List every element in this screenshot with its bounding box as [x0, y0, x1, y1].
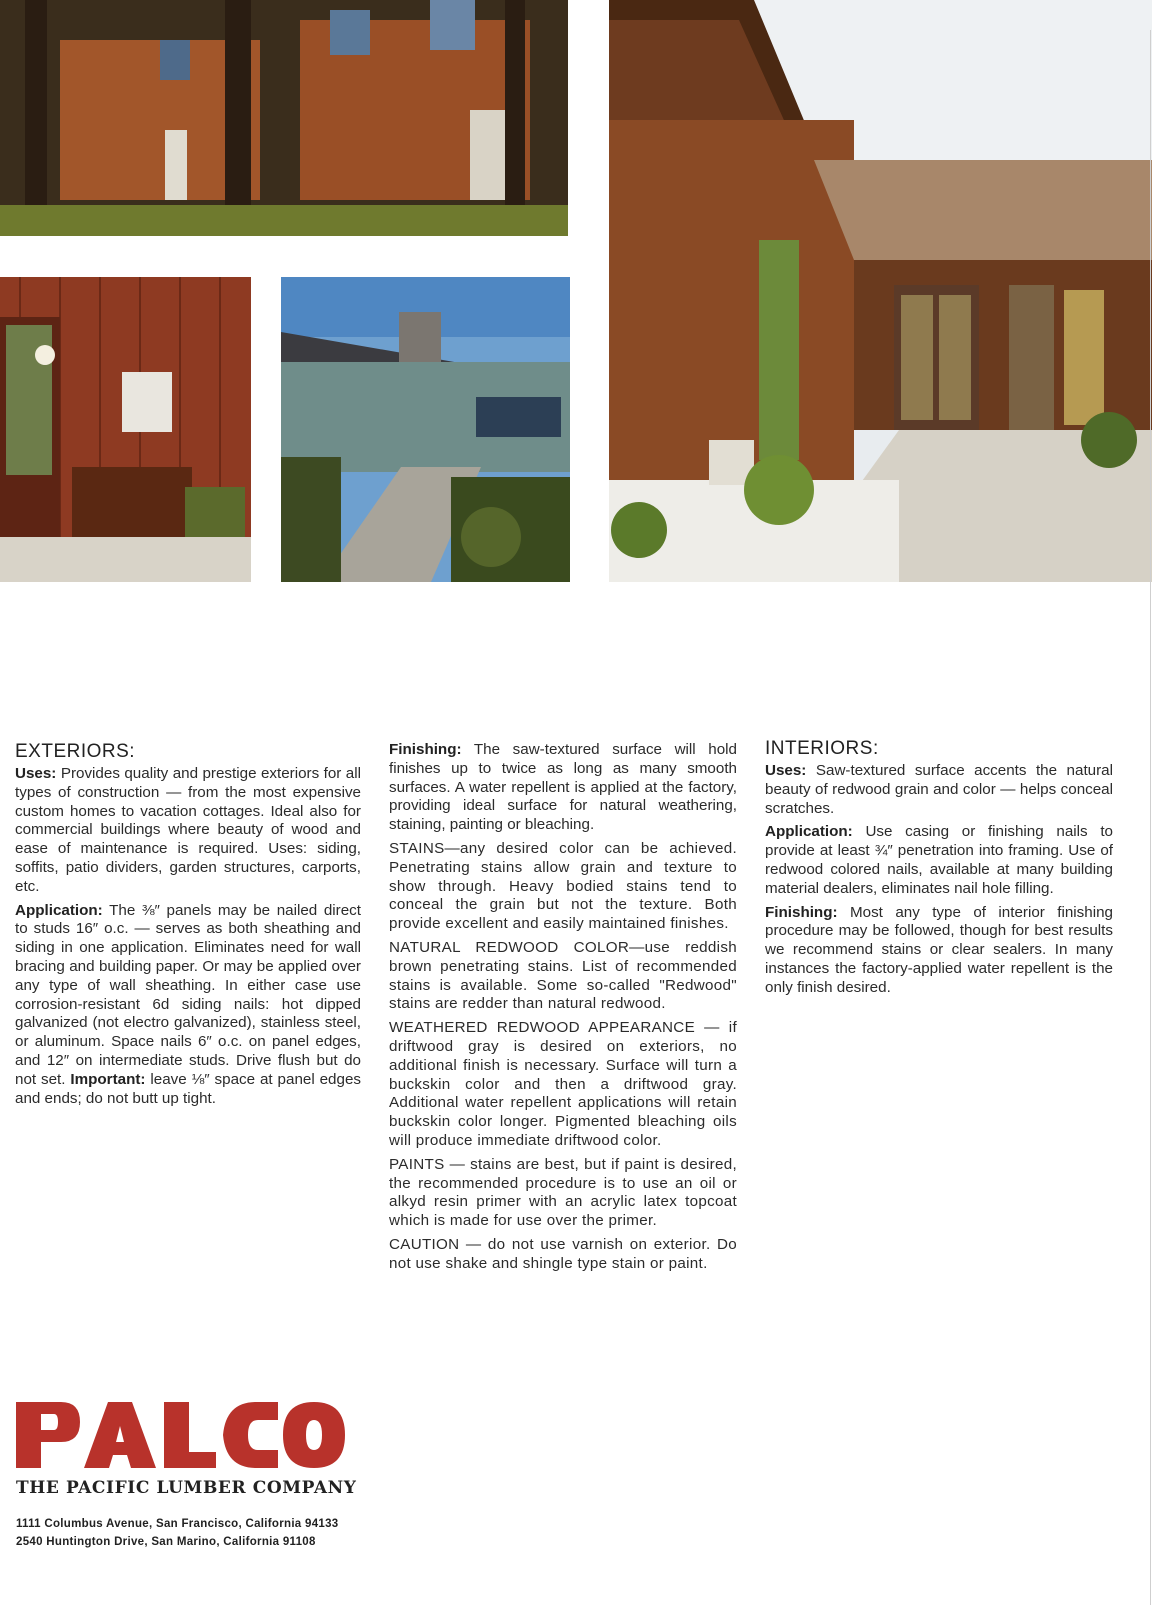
finishing-label: Finishing: — [389, 741, 462, 758]
exteriors-uses-label: Uses: — [15, 765, 57, 782]
photo-interior-redwood-wall — [0, 277, 251, 582]
interiors-section — [765, 738, 1113, 1003]
exteriors-heading: EXTERIORS: — [15, 741, 136, 762]
exteriors-important-text: leave ⅛″ space at panel edges and ends; do not butt up tight. — [15, 1070, 361, 1107]
finishing-intro — [389, 741, 737, 835]
interiors-uses-text: Saw-textured surface accents the natural beauty of redwood grain and color — helps conceal scratches. — [765, 762, 1113, 817]
exteriors-uses-text: Provides quality and prestige exteriors for all types of construction — from the most expensive custom homes to vacation cottages. Ideal also for commercial buildings where beauty of wood and ease of maintenance is required. Uses: siding, soffits, patio dividers, garden structures, carports, etc. — [15, 765, 361, 895]
company-name: THE PACIFIC LUMBER COMPANY — [16, 1478, 357, 1498]
interiors-uses-label: Uses: — [765, 762, 807, 779]
photo-icon — [0, 0, 568, 236]
interiors-finishing — [765, 904, 1113, 998]
finishing-natural-redwood: NATURAL REDWOOD COLOR—use reddish brown penetrating stains. List of recommended stains is available. Some so-called "Redwood" stains are redder than natural redwood. — [389, 938, 737, 1013]
exteriors-section — [15, 741, 361, 1113]
interiors-heading: INTERIORS: — [765, 738, 879, 759]
photo-hillside-house — [281, 277, 570, 582]
palco-logo-mark — [16, 1400, 346, 1470]
interiors-finishing-text: Most any type of interior finishing procedure may be followed, though for best results we recommend stains or clear sealers. In many instances the factory-applied water repellent is the only finish desired. — [765, 903, 1113, 996]
finishing-text: The saw-textured surface will hold finishes up to twice as long as many smooth surfaces. A water repellent is applied at the factory, providing ideal surface for natural weathering, staining, painting or bleaching. — [389, 741, 737, 834]
finishing-paints: PAINTS — stains are best, but if paint is desired, the recommended procedure is to use an oil or alkyd resin primer with an acrylic latex topcoat which is made for use over the primer. — [389, 1155, 737, 1230]
exteriors-application-label: Application: — [15, 901, 103, 919]
page-edge-rule — [1150, 30, 1151, 1605]
finishing-weathered-redwood: WEATHERED REDWOOD APPEARANCE — if driftwood gray is desired on exteriors, no additional finish is necessary. Surface will turn a buckskin color and then a driftwood gray. Additional water repellent applications will retain buckskin color longer. Pigmented bleaching oils will produce immediate driftwood color. — [389, 1019, 737, 1149]
finishing-stains: STAINS—any desired color can be achieved. Penetrating stains allow grain and texture to show through. Heavy bodied stains tend to conceal the grain but not the texture. Both provide excellent and easily maintained finishes. — [389, 839, 737, 933]
palco-logo — [16, 1400, 346, 1470]
finishing-section — [389, 741, 737, 1279]
interiors-application-text: Use casing or finishing nails to provide at least ¾″ penetration into framing. Use of redwood colored nails, available at many building material dealers, eliminates nail hole filling. — [765, 823, 1113, 897]
address-line-2: 2540 Huntington Drive, San Marino, California 91108 — [16, 1536, 316, 1548]
interiors-finishing-label: Finishing: — [765, 903, 838, 921]
exteriors-application — [15, 902, 361, 1109]
finishing-caution: CAUTION — do not use varnish on exterior. Do not use shake and shingle type stain or paint. — [389, 1235, 737, 1272]
exteriors-important-label: Important: — [70, 1070, 146, 1088]
photo-icon — [609, 0, 1152, 582]
exteriors-uses — [15, 765, 361, 897]
address-line-1: 1111 Columbus Avenue, San Francisco, California 94133 — [16, 1518, 339, 1530]
interiors-application-label: Application: — [765, 823, 853, 841]
interiors-uses — [765, 762, 1113, 818]
photo-townhouses-forest — [0, 0, 568, 236]
photo-entrance-japanese-garden — [609, 0, 1152, 582]
interiors-application — [765, 823, 1113, 898]
exteriors-application-text: The ⅜″ panels may be nailed direct to studs 16″ o.c. — serves as both sheathing and siding in one application. Eliminates need for wall bracing and building paper. Or may be applied over any type of wall sheathing. In either case use corrosion-resistant 6d siding nails: hot dipped galvanized (not electro galvanized), stainless steel, or aluminum. Space nails 6″ o.c. on panel edges, and 12″ on intermediate studs. Drive flush but do not set. — [15, 901, 361, 1088]
photo-icon — [0, 277, 251, 582]
photo-icon — [281, 277, 570, 582]
